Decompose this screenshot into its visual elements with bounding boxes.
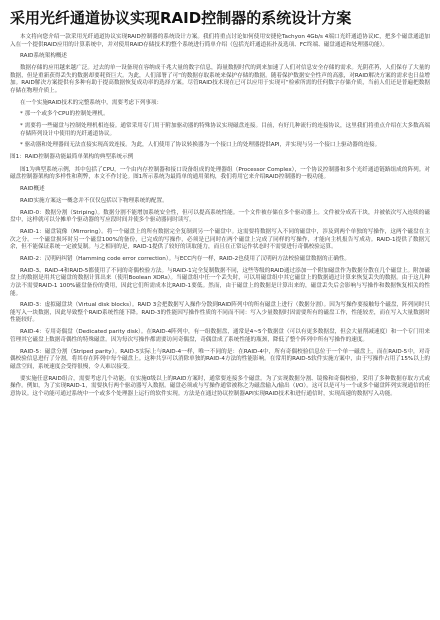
intro-paragraph: 本文将向您介绍一款采用光纤通道协议实现RAID控制器的系统设计方案。我们将重点讨论如何使用安捷伦Tachyon 4Gb/s 4端口光纤通道协议IC，把多个磁盘通道加入在一个提供RAID应用的计算系统中，并对使用RAID存储技术的整个系统进行简单介绍（包括光纤通道拓扑及选项、FC终端、磁盘通道和处理器功能）。 [10, 34, 430, 48]
article-body [10, 34, 430, 398]
body-paragraph: 数据存储的应用越来越广泛。过去的单一设备现在容纳成千兆大量的数字信息，海量数据时代的到来加速了人们对信息安全存储的需求。光阴荏苒，人们保存了大量的数据，但是重新获得丢失的数据却要耗资巨大。为此，人们部署了可“的数据存取系统来保护存储的数据。随着保护数据安全性声的高涨，对RAID解决方案的需求也日益增加。RAID解决方案提供有多种有助于提高数据恢复成功率的选择方案。尽管RAID技术现在已可以应用于实现可“检索所需的任何数字存储介质，当前人们还是普遍把数据存储在物理介质上。 [10, 64, 430, 94]
raid-level-paragraph: RAID-5：磁盘分割（Striped parity）。RAID-5实际上与RAID-4一样，唯一不同的是：在RAID-4中，所有奇偶校验信息位于一个单一磁盘上，而在RAID-5中，对奇偶校验信息进行了分割，将其存在阵列中每个磁盘上。这种共享可以消除单独的RAID-4方法的性能影响。在常用的RAID-5软件实施方案中，由于写操作占用了15%以上的磁盘空间，系统速度会受得很慢，令人难以接受。 [10, 348, 430, 370]
body-paragraph: 要实施任意RAID组合，需要考虑几个功能。在实施0级以上的RAID方案时，通常要连接多个磁盘。为了实现数据分割、镜像和奇偶校验，采用了多种数据存取方式或操作。例如，为了实现RAID-1，需要执行两个驱动器写入数据。磁盘必须或与写操作通常被称之为磁盘输入/输出（I/O）。这可以是可与一个或多个磁盘阵列实现通信的任意协议。这个功能可通过系统中一个或多个处理器上运行的软件实现。方法是在通过协议控制器API实现RAID技术和进行通信时，实现高速的数据写入功能。 [10, 375, 430, 397]
body-paragraph: 在一个实施RAID技术的完整系统中，需要考虑下列事项： [20, 99, 163, 106]
bullet-item: * 需要将一些磁盘与控制处理机相连接。通常采用专门用于附加驱动器的特殊协议实现磁盘连接。目前，有好几种流行的连接协议，这里我们将重点介绍在大多数高端存储阵列设计中使用的光纤通道协议。 [20, 123, 430, 137]
raid-level-paragraph: RAID-2：汉明码纠错（Hamming code error correction）。与ECC内存一样，RAID-2也使用了汉明码方法校验磁盘数据的正确性。 [20, 255, 351, 262]
section-heading: RAID系统架构概述 [20, 53, 68, 60]
raid-level-paragraph: RAID-3、RAID-4和RAID-5都使用了不同的奇偶校验方法。与RAID-1完全复制数据不同，这些等级的RAID通过添加一个附加磁盘作为数据分散在几个磁盘上。附加磁盘上的数据是用其它磁盘的数据计算出来（使用Boolean XORs）。当磁盘组中任一个丢失时，可以用磁盘组中其它磁盘上的数据通过计算来恢复丢失的数据。由于这几种方法不需要RAID-1 100%磁盘备份的费用，因此它们所需成本比RAID-1要低。然而，由于磁盘上的数据是计算出来的，磁盘丢失后会影响与写操作和数据恢复相关的性能。 [10, 267, 430, 297]
raid-level-paragraph: RAID-4：专用奇偶盘（Dedicated parity disk）。在RAID-4阵列中，有一组数据盘，通常是4~5个数据盘（可以有更多数据盘，但会大量削减速度）和一个专门用来管理其它磁盘上数据奇偶性的特殊磁盘。因为每次写操作都需要访问奇偶盘，奇偶盘成了系统性能的瓶颈，降低了整个阵列中所有写操作的速度。 [10, 329, 430, 343]
body-paragraph: RAID实施方案这一概念并不仅仅包括以下物理系统的配置。 [20, 197, 168, 204]
section-heading: RAID概述 [20, 186, 45, 193]
body-paragraph: 图1为典型系统示例，其中包括了CPU，一个由内存控制器和接口设备组成的处理器组（Processor Complex），一个协议控制器和多个光纤通道链路组成的阵列。对磁盘控制器架构的多样性和利弊，本文不作讨论。图1所示系统为最简单的通用架构，我们将用它来介绍RAID控制器的一般功能。 [10, 166, 430, 181]
figure-caption: 图1：RAID控制器功能最简单架构的典型系统示例 [10, 154, 134, 161]
raid-level-paragraph: RAID-1：磁盘镜像（Mirroring）。将一个磁盘上的所有数据完全复制到另一个磁盘中。这需要将数据写入不同的磁盘中，涉及到两个单独的写操作，这两个磁盘在主次之分。一个磁盘损坏时另一个磁盘100%的备份，已完成的写操作，必须是已同时在两个磁盘上完成了同样的写操作，才能向主机报告写成功。RAID-1提供了数据冗余，但不能保证系统一定被复制。与之相同的是，RAID-1提供了较好的读取能力，而且在正常运作状态时不需要进行奇偶校验运算。 [10, 228, 430, 251]
page-title: 采用光纤通道协议实现RAID控制器的系统设计方案 [10, 9, 352, 27]
raid-level-paragraph: RAID-0：数据分割（Striping）。数据分割不能增加系统安全性，但可以提高系统性能。一个文件被存储在多个驱动器上。文件被分成若干块，并被依次写入连续的磁盘中，这样就可以分摊单个驱动器的写应段时间并使多个驱动器同时读写。 [10, 209, 430, 224]
bullet-item: * 那一个或多个CPU的控制处理机。 [20, 111, 109, 118]
raid-level-paragraph: RAID-3：虚拟磁盘块（Virtual disk blocks）。RAID 3会把数据写入操作分散到RAID阵列中的所有磁盘上进行（数据分割）。因为写操作要接触每个磁盘，阵列同时只能写入一块数据，因此导致整个RAID系统性能下降。RAID-3的性能因写操作性质的不同而不同：写入少量数据时因需要所有的磁盘工作，性能较差，而在写入大量数据时性能较好。 [10, 302, 430, 324]
bullet-item: * 驱动器和处理器间无法直接实现高效连接。为此，人们使用了协议转换器为一个接口上的处理器提供API，并实现与另一个接口上驱动器的连接。 [20, 142, 381, 149]
